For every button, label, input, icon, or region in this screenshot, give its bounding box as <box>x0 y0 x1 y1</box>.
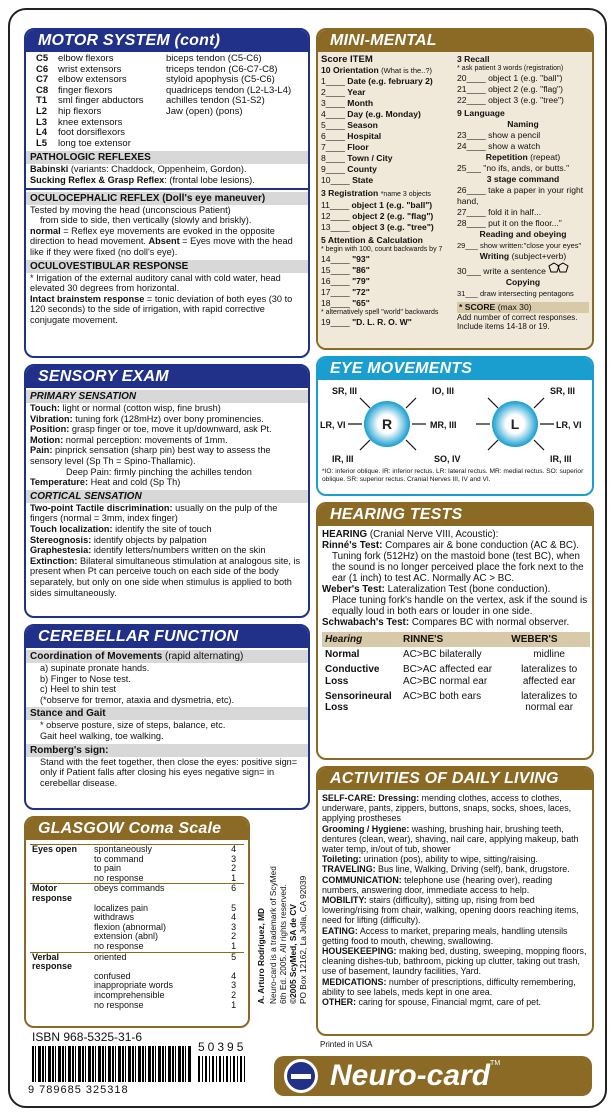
printed-in: Printed in USA <box>320 1040 373 1049</box>
rinne-detail: Tuning fork (512Hz) on the mastoid bone (test BC), when the sound is no longer perceived place the fork next to the ear (1 inch) to test AC. Normally AC > BC. <box>332 551 584 584</box>
gcs-row <box>30 884 244 904</box>
hearing-head-cell: RINNE'S <box>403 634 444 645</box>
mm-item: 18____ "65" <box>321 298 370 308</box>
mini-mental-title: MINI-MENTAL <box>318 30 592 52</box>
gcs-score: 4 <box>231 912 237 923</box>
hearing-head-cell: WEBER'S <box>511 634 558 645</box>
mm-item: 15____ "86" <box>321 265 370 275</box>
gcs-item: no response <box>94 940 144 951</box>
hearing-line: HEARING (Cranial Nerve VIII, Acoustic): <box>322 529 499 540</box>
credit-author: A. Arturo Rodríguez, MD <box>256 907 266 1004</box>
mm-item: 1____ Date (e.g. february 2) <box>321 76 433 86</box>
mm-right: 3 Recall * ask patient 3 words (registration) 20____ object 1 (e.g. "ball") 21____ object 2 (e.g. "flag") 22____ object 3 (e.g. "tree") 9 Language Naming 23____ show a pencil 24____ show a watch Repetition (repeat) 25___ "no ifs, ands, or butts." 3 stage command 26____ take a paper in your right hand, 27____ fold it in half... 28____ put it on the floor..." Reading and obeying 29___ show written:"close your eyes" Writing (subject+verb) 30___ write a sentence Copying 31___ draw intersecting pentagons * SCORE (max 30) Add number of correct responses. Include items 14-18 or 19. <box>454 52 592 350</box>
motor-cell: C5 <box>36 53 49 64</box>
mm-item: 16____ "79" <box>321 276 370 286</box>
logo-icon <box>284 1059 318 1093</box>
rinne-line: Rinné's Test: Compares air & bone conduction (AC & BC). <box>322 540 579 551</box>
mm-item: 12____ object 2 (e.g. "flag") <box>321 211 434 221</box>
coord-note: (*observe for tremor, ataxia and dysmetria, etc). <box>40 694 235 705</box>
sensory-item: Stereognosis: identify objects by palpation <box>30 534 207 545</box>
l-lr-label: LR, VI <box>556 420 582 430</box>
primary-sensation-title: PRIMARY SENSATION <box>26 390 308 403</box>
adl-item: SELF-CARE: Dressing: mending clothes, access to clothes, underware, pants, zippers, buttons, snaps, socks, shoes, laces, applying prostheses <box>322 793 572 824</box>
adl-item: EATING: Access to market, preparing meals, handling utensils getting food to mouth, chewing, swallowing. <box>322 925 568 946</box>
credit-tm: Neuro-card is a trademark of ScyMed <box>268 866 278 1004</box>
oc-normal: normal = Reflex eye movements are evoked in the opposite direction to head movement. Absent = Eyes move with the head like if they were fixed (no doll's eye). <box>30 225 293 257</box>
mm-item: 8____ Town / City <box>321 153 393 163</box>
mm-item: 21____ object 2 (e.g. "flag") <box>457 84 563 94</box>
gcs-row <box>30 942 244 952</box>
gcs-group <box>30 981 92 991</box>
motor-row <box>34 107 293 118</box>
neuro-card <box>8 8 607 1108</box>
gcs-score: 2 <box>231 931 237 942</box>
mm-item: 9____ County <box>321 164 377 174</box>
weber-detail: Place tuning fork's handle on the vertex, ask if the sound is equally loud in both ears or louder in one side. <box>332 595 588 617</box>
hearing-row <box>322 662 590 688</box>
adl-section <box>316 766 594 1036</box>
sensory-item: Two-point Tactile discrimination: usually on the pulp of the fingers (normal = 3mm, index finger) <box>30 502 278 524</box>
gcs-item: withdraws <box>94 912 135 923</box>
hearing-cell: lateralizes to affected ear <box>521 664 578 687</box>
sensory-title: SENSORY EXAM <box>26 366 308 388</box>
gcs-score: 4 <box>231 844 237 854</box>
right-eye-icon: R <box>364 401 410 447</box>
gcs-item: no response <box>94 999 144 1010</box>
sensory-item: Motion: normal perception: movements of 1mm. <box>30 434 228 445</box>
primary-list <box>26 403 308 467</box>
hearing-table <box>322 632 590 715</box>
mm-item: 27____ fold it in half... <box>457 207 542 217</box>
motor-cell: elbow extensors <box>58 74 127 86</box>
motor-cell: hip flexors <box>58 105 102 117</box>
gcs-item: inappropriate words <box>94 980 174 991</box>
eye-movements-section <box>316 356 594 496</box>
motor-cell: L5 <box>36 137 48 149</box>
gcs-group <box>30 972 92 982</box>
gcs-score: 1 <box>231 872 237 883</box>
oculocephalic-title: OCULOCEPHALIC REFLEX (Doll's eye maneuver) <box>26 192 308 205</box>
hearing-cell: AC>BC both ears <box>403 690 482 702</box>
hearing-cell: lateralizes to normal ear <box>521 690 578 714</box>
motor-cell: elbow flexors <box>58 53 114 64</box>
ov-line-1: * Irrigation of the external auditory canal with cold water, head elevated 30 degrees from horizontal. <box>30 272 281 294</box>
gcs-score: 1 <box>231 999 237 1010</box>
mm-item: 5____ Season <box>321 120 378 130</box>
l-sr-label: SR, III <box>550 386 576 396</box>
gcs-group <box>30 855 92 865</box>
mm-left: Score ITEM 10 Orientation (What is the..?) 1____ Date (e.g. february 2) 2____ Year 3____ Month 4____ Day (e.g. Monday) 5____ Season 6____ Hospital 7____ Floor 8____ Town / City 9____ County 10____ State 3 Registration *name 3 objects 11____ object 1 (e.g. "ball") 12____ object 2 (e.g. "flag") 13____ object 3 (e.g. "tree") 5 Attention & Calculation * begin with 100, count backwards by 7 14____ "93" 15____ "86" 16____ "79" 17____ "72" 18____ "65" * alternatively spell "world" backwards 19____ "D. L. R. O. W" <box>318 52 454 350</box>
gcs-score: 3 <box>231 921 237 932</box>
schwabach-line: Schwabach's Test: Compares BC with normal observer. <box>322 617 570 628</box>
gcs-item: to command <box>94 853 144 864</box>
gcs-score: 1 <box>231 940 237 951</box>
sensory-item: Touch: light or normal (cotton wisp, fine brush) <box>30 403 221 413</box>
sensory-item: Touch localization: identify the site of touch <box>30 523 212 534</box>
motor-system-section <box>24 28 310 358</box>
eye-note: *IO: inferior oblique. IR: inferior rectus. LR: lateral rectus. MR: medial rectus. SO: superior oblique. SR: superior rectus. Cranial Nerves III, IV and VI. <box>322 468 584 483</box>
gcs-row <box>30 1001 244 1011</box>
hearing-header <box>322 632 590 647</box>
sensory-item: Graphestesia: identify letters/numbers written on the skin <box>30 545 266 556</box>
mm-item: 11____ object 1 (e.g. "ball") <box>321 200 433 210</box>
adl-item: HOUSEKEEPING: making bed, dusting, sweeping, mopping floors, cleaning dishes-tub, bathroom, picking up clutter, taking out trash, use of basement, laundry facilities, Yard. <box>322 946 587 977</box>
hearing-section <box>316 502 594 760</box>
path-line-1: Babinski (variants: Chaddock, Oppenheim, Gordon). <box>30 164 247 175</box>
sensory-item: Vibration: tuning fork (128mHz) over bony prominencies. <box>30 413 264 424</box>
coord-b: b) Finger to Nose test. <box>40 673 131 684</box>
gcs-item: to pain <box>94 863 122 874</box>
r-lr-label: LR, VI <box>320 420 346 430</box>
mm-item: 3____ Month <box>321 98 374 108</box>
motor-cell: L2 <box>36 105 48 117</box>
path-reflex-title: PATHOLOGIC REFLEXES <box>26 151 308 164</box>
r-sr-label: SR, III <box>332 386 358 396</box>
gcs-item: confused <box>94 970 131 981</box>
gcs-score: 4 <box>231 970 237 981</box>
barcode <box>32 1046 192 1082</box>
motor-cell: long toe extensor <box>58 137 131 149</box>
deep-pain: Deep Pain: firmly pinching the achilles tendon <box>66 466 252 477</box>
mm-item: 14____ "93" <box>321 254 370 264</box>
adl-title: ACTIVITIES OF DAILY LIVING <box>318 768 592 790</box>
gcs-group <box>30 864 92 874</box>
motor-cell: knee extensors <box>58 116 123 128</box>
gcs-row <box>30 855 244 865</box>
hearing-cell: BC>AC affected ear AC>BC normal ear <box>403 664 493 687</box>
pentagons-icon <box>548 262 572 274</box>
motor-cell: L4 <box>36 127 48 139</box>
gcs-row <box>30 952 244 972</box>
gcs-score: 3 <box>231 853 237 864</box>
gcs-item: localizes pain <box>94 902 149 913</box>
motor-cell: wrist extensors <box>58 63 122 75</box>
motor-cell: Jaw (open) (pons) <box>166 105 243 117</box>
adl-item: OTHER: caring for spouse, Financial mgmt, care of pet. <box>322 997 542 1008</box>
left-eye-icon: L <box>492 401 538 447</box>
motor-cell: quadriceps tendon (L2-L3-L4) <box>166 84 292 96</box>
adl-item: MOBILITY: stairs (difficulty), sitting up, rising from bed lowering/rising from chair, walking, opening doors reaching items, need for lifting (difficulty). <box>322 895 579 926</box>
coord-title: Coordination of Movements (rapid alternating) <box>26 650 308 663</box>
adl-item: COMMUNICATION: telephone use (hearing over), reading numbers, answering door, immediate access to help. <box>322 874 553 895</box>
cerebellar-title: CEREBELLAR FUNCTION <box>26 626 308 648</box>
mm-item: 28____ put it on the floor..." <box>457 218 562 228</box>
motor-cell <box>164 139 293 150</box>
mm-score-head: Score ITEM <box>321 54 373 65</box>
hearing-cell: Normal <box>325 649 360 661</box>
cortical-list <box>26 503 308 598</box>
sensory-item: Position: grasp finger or toe, move it up/downward, ask Pt. <box>30 424 272 435</box>
hearing-cell: midline <box>533 649 565 661</box>
l-ir-label: IR, III <box>550 454 572 464</box>
mm-item: 10____ State <box>321 175 374 185</box>
adl-item: TRAVELING: Bus line, Walking, Driving (self), bank, drugstore. <box>322 864 570 875</box>
r-so-label: SO, IV <box>434 454 461 464</box>
credit-address: PO Box 12162, La Jolla, CA 92039 <box>298 875 308 1004</box>
r-ir-label: IR, III <box>332 454 354 464</box>
gcs-score: 6 <box>231 883 237 894</box>
neuro-card-logo <box>274 1056 592 1096</box>
gcs-group: Eyes open <box>32 844 78 854</box>
gcs-item: oriented <box>94 951 127 962</box>
glasgow-title: GLASGOW Coma Scale <box>26 818 248 840</box>
coord-c: c) Heel to shin test <box>40 684 117 695</box>
gcs-item: extension (abnl) <box>94 931 159 942</box>
motor-title: MOTOR SYSTEM (cont) <box>26 30 308 52</box>
gcs-group <box>30 991 92 1001</box>
gcs-row <box>30 904 244 914</box>
ov-line-2: Intact brainstem response = tonic deviation of both eyes (30 to 120 seconds) to the side of irrigation, with rapid corrective conjugate movement. <box>30 293 293 325</box>
motor-row <box>34 139 293 150</box>
glasgow-table <box>30 844 244 1010</box>
motor-cell <box>164 128 293 139</box>
stance-title: Stance and Gait <box>26 707 308 720</box>
trademark: TM <box>490 1060 501 1067</box>
gcs-row <box>30 874 244 884</box>
credit-copyright: ©2005 ScyMed, SA de CV <box>288 904 298 1004</box>
motor-cell: finger flexors <box>58 84 113 96</box>
cerebellar-section <box>24 624 310 810</box>
gcs-group <box>30 932 92 942</box>
motor-cell: biceps tendon (C5-C6) <box>166 53 262 64</box>
stance-2: Gait heel walking, toe walking. <box>40 730 164 741</box>
mm-item: 2____ Year <box>321 87 366 97</box>
gcs-item: spontaneously <box>94 844 153 854</box>
gcs-group <box>30 874 92 884</box>
isbn: ISBN 968-5325-31-6 <box>32 1030 143 1044</box>
gcs-group <box>30 904 92 914</box>
motor-cell: triceps tendon (C6-C7-C8) <box>166 63 278 75</box>
credit-edition: 6th Ed. 2005. All rights reserved. <box>278 884 288 1004</box>
stance-1: * observe posture, size of steps, balance, etc. <box>40 720 226 731</box>
gcs-group: Motor response <box>32 883 73 903</box>
gcs-score: 2 <box>231 989 237 1000</box>
glasgow-section <box>24 816 250 1028</box>
motor-cell: achilles tendon (S1-S2) <box>166 95 265 107</box>
eye-diagram <box>318 380 592 490</box>
hearing-row <box>322 689 590 715</box>
romberg-title: Romberg's sign: <box>26 744 308 757</box>
adl-item: Toileting: urination (pos), ability to wipe, sitting/raising. <box>322 854 538 865</box>
gcs-score: 2 <box>231 863 237 874</box>
hearing-head-cell: Hearing <box>325 634 363 645</box>
barcode-addon <box>198 1056 246 1082</box>
adl-item: Grooming / Hygiene: washing, brushing hair, brushing teeth, dentures (clean, wear), shaving, nail care, applying makeup, bath water temp, in/out of tub, shower <box>322 823 579 855</box>
adl-item: MEDICATIONS: number of prescriptions, difficulty remembering, ability to see labels, meds kept in one area. <box>322 976 576 997</box>
brand-name: Neuro-card <box>330 1059 491 1092</box>
mm-item: 4____ Day (e.g. Monday) <box>321 109 421 119</box>
temperature: Temperature: Heat and cold (Sp Th) <box>30 477 181 488</box>
motor-cell: foot dorsiflexors <box>58 127 126 139</box>
gcs-group <box>30 942 92 952</box>
motor-cell: C6 <box>36 63 49 75</box>
mm-item: 22____ object 3 (e.g. "tree") <box>457 95 564 105</box>
gcs-score: 5 <box>231 902 237 913</box>
motor-cell: sml finger abductors <box>58 95 144 107</box>
path-line-2: Sucking Reflex & Grasp Reflex: (frontal lobe lesions). <box>30 174 255 185</box>
romberg-text: Stand with the feet together, then close the eyes: positive sign= only if Patient falls after closing his eyes negative sign= in cerebellar disease. <box>40 756 298 788</box>
sensory-item: Extinction: Bilateral simultaneous stimulation at analogous site, is present when Pt can perceive touch on each side of the body separately, but only on one side when stimulus is applied to both sides simultaneously. <box>30 555 301 598</box>
mm-item: 24____ show a watch <box>457 141 541 151</box>
gcs-group <box>30 913 92 923</box>
sensory-section <box>24 364 310 618</box>
gcs-item: obeys commands <box>94 883 165 894</box>
motor-table <box>34 54 293 149</box>
gcs-item: no response <box>94 872 144 883</box>
mm-item: 7____ Floor <box>321 142 369 152</box>
hearing-cell: AC>BC bilaterally <box>403 649 482 661</box>
sensory-item: Pain: pinprick sensation (sharp pin) best way to assess the sensory level (Sp Th = Spino-Thallamic). <box>30 445 271 466</box>
gcs-score: 5 <box>231 951 237 962</box>
motor-cell: T1 <box>36 95 48 107</box>
cortical-sensation-title: CORTICAL SENSATION <box>26 490 308 503</box>
motor-cell: L3 <box>36 116 48 128</box>
motor-cell: styloid apophysis (C5-C6) <box>166 74 275 86</box>
gcs-group <box>30 923 92 933</box>
motor-cell: C8 <box>36 84 49 96</box>
motor-cell: C7 <box>36 74 49 86</box>
oc-line-2: from side to side, then vertically (slowly and briskly). <box>40 215 252 226</box>
barcode-addon-number: 50395 <box>198 1040 247 1054</box>
hearing-cell: Sensorineural Loss <box>325 690 392 714</box>
gcs-group <box>30 1001 92 1011</box>
adl-list <box>318 790 592 1007</box>
mm-item: 26____ take a paper in your right hand, <box>457 185 584 206</box>
hearing-row <box>322 647 590 662</box>
oculovestibular-title: OCULOVESTIBULAR RESPONSE <box>26 260 308 273</box>
credits <box>254 816 314 1006</box>
gcs-item: flexion (abnormal) <box>94 921 167 932</box>
hearing-title: HEARING TESTS <box>318 504 592 526</box>
mm-item: 17____ "72" <box>321 287 370 297</box>
hearing-cell: Conductive Loss <box>325 664 380 687</box>
gcs-item: incomprehensible <box>94 989 165 1000</box>
r-io-label: IO, III <box>432 386 455 396</box>
mm-item: 6____ Hospital <box>321 131 382 141</box>
r-mr-label: MR, III <box>430 420 457 430</box>
mm-item: 20____ object 1 (e.g. "ball") <box>457 73 563 83</box>
eye-movements-title: EYE MOVEMENTS <box>318 358 592 380</box>
motor-cell <box>164 118 293 129</box>
gcs-score: 3 <box>231 980 237 991</box>
mini-mental-section <box>316 28 594 350</box>
gcs-group: Verbal response <box>32 951 73 972</box>
oc-line-1: Tested by moving the head (unconscious Patient) <box>30 204 231 215</box>
barcode-number: 9 789685 325318 <box>28 1084 129 1096</box>
motor-row <box>34 54 293 65</box>
mm-item: 23____ show a pencil <box>457 130 541 140</box>
mm-item: 13____ object 3 (e.g. "tree") <box>321 222 434 232</box>
coord-a: a) supinate pronate hands. <box>40 663 150 673</box>
weber-line: Weber's Test: Lateralization Test (bone conduction). <box>322 584 551 595</box>
